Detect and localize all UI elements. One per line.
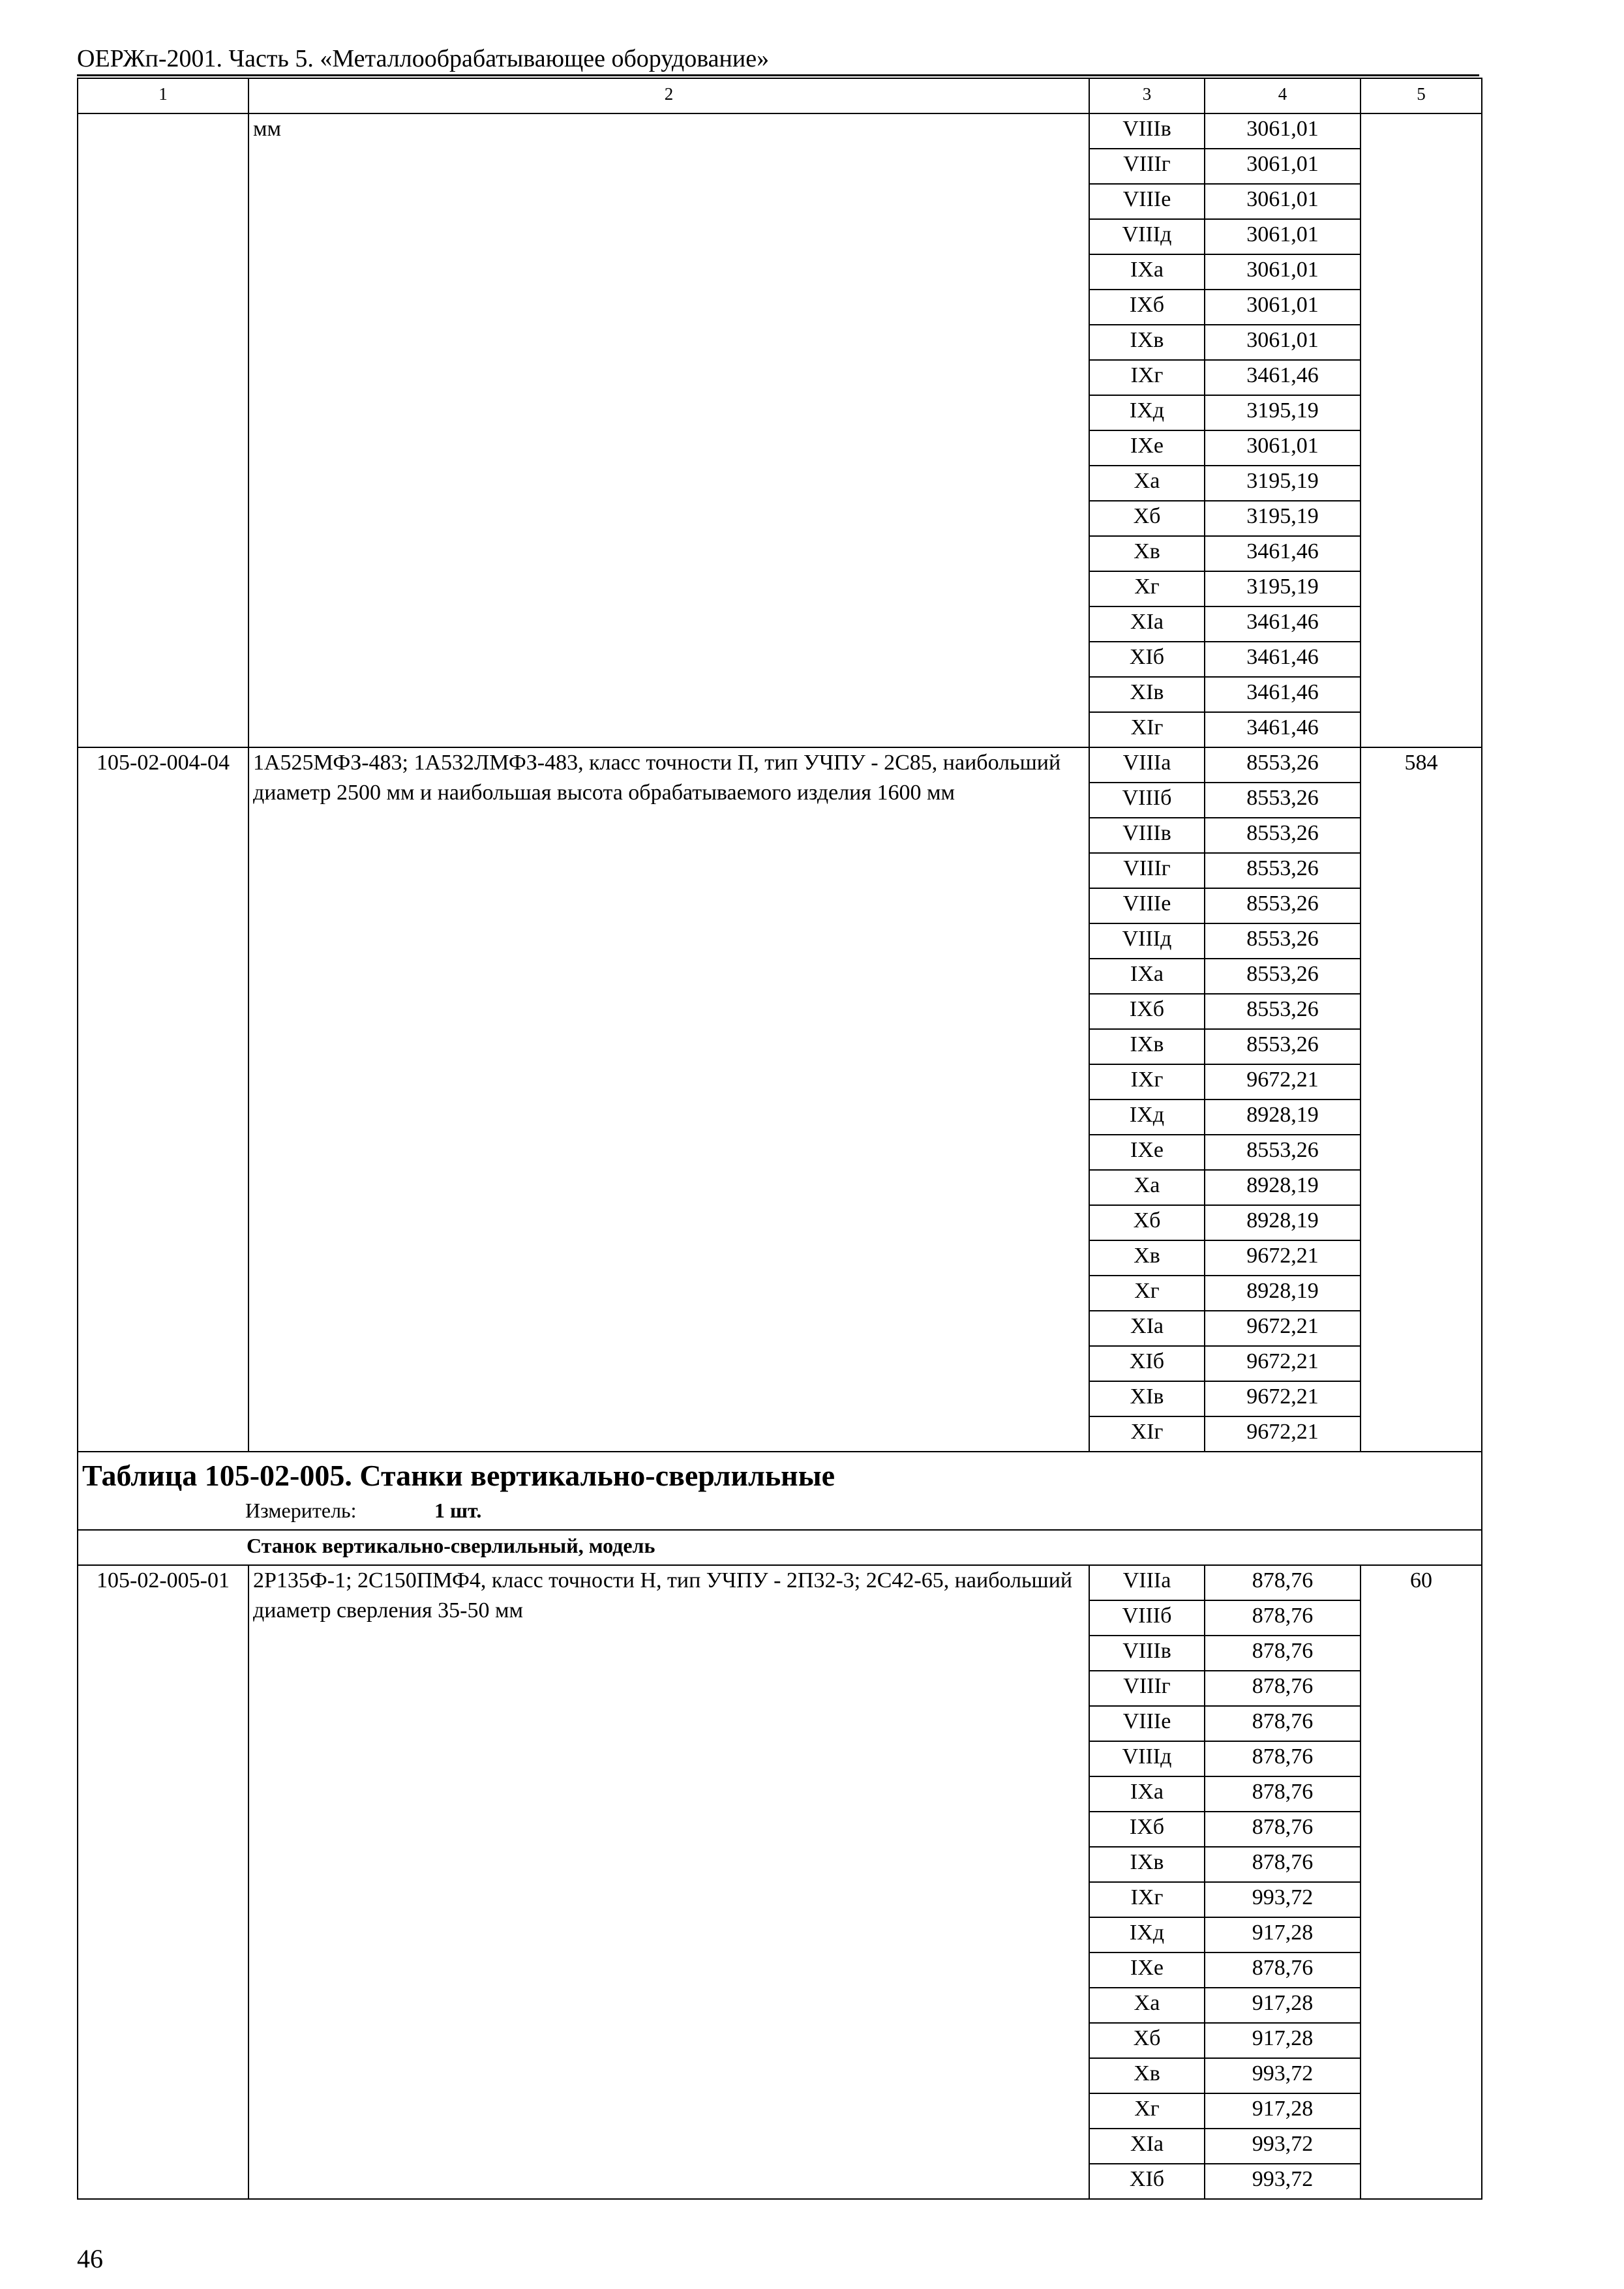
region-class-cell: XIа: [1089, 2129, 1205, 2164]
region-class-cell: IXб: [1089, 994, 1205, 1029]
measure-unit: [82, 1495, 1477, 1529]
region-class-cell: XIа: [1089, 606, 1205, 642]
price-cell: 8928,19: [1205, 1276, 1361, 1311]
region-class-cell: VIIIг: [1089, 149, 1205, 184]
price-cell: 878,76: [1205, 1636, 1361, 1671]
price-cell: 3195,19: [1205, 395, 1361, 430]
price-cell: 3061,01: [1205, 325, 1361, 360]
region-class-cell: IXа: [1089, 254, 1205, 290]
region-class-cell: XIг: [1089, 1416, 1205, 1452]
price-cell: 8928,19: [1205, 1100, 1361, 1135]
price-cell: 878,76: [1205, 1600, 1361, 1636]
price-cell: 8553,26: [1205, 1029, 1361, 1064]
region-class-cell: VIIIв: [1089, 818, 1205, 853]
price-cell: 878,76: [1205, 1671, 1361, 1706]
column-header: 4: [1205, 78, 1361, 113]
region-class-cell: IXв: [1089, 1029, 1205, 1064]
region-class-cell: Xг: [1089, 2093, 1205, 2129]
price-cell: 878,76: [1205, 1776, 1361, 1812]
table-title-cell: [78, 1452, 1482, 1530]
column-header: 2: [248, 78, 1089, 113]
price-cell: 8553,26: [1205, 747, 1361, 783]
region-class-cell: XIб: [1089, 1346, 1205, 1381]
region-class-cell: VIIIд: [1089, 219, 1205, 254]
region-class-cell: Xб: [1089, 501, 1205, 536]
price-cell: 8553,26: [1205, 888, 1361, 923]
price-cell: 993,72: [1205, 2058, 1361, 2093]
price-cell: 9672,21: [1205, 1240, 1361, 1276]
region-class-cell: Xа: [1089, 1988, 1205, 2023]
region-class-cell: Xа: [1089, 1170, 1205, 1205]
region-class-cell: IXб: [1089, 1812, 1205, 1847]
price-cell: 878,76: [1205, 1812, 1361, 1847]
region-class-cell: VIIIе: [1089, 888, 1205, 923]
region-class-cell: IXа: [1089, 959, 1205, 994]
region-class-cell: VIIIе: [1089, 1706, 1205, 1741]
price-cell: 9672,21: [1205, 1381, 1361, 1416]
price-cell: 8553,26: [1205, 1135, 1361, 1170]
price-cell: 3061,01: [1205, 430, 1361, 466]
region-class-cell: IXе: [1089, 1952, 1205, 1988]
price-cell: 8928,19: [1205, 1205, 1361, 1240]
item-description: мм: [248, 113, 1089, 747]
column-header: 5: [1361, 78, 1482, 113]
price-cell: 3461,46: [1205, 712, 1361, 747]
header-divider: [77, 74, 1479, 76]
region-class-cell: XIг: [1089, 712, 1205, 747]
price-cell: 8553,26: [1205, 959, 1361, 994]
region-class-cell: Xа: [1089, 466, 1205, 501]
item-description: 1А525МФЗ-483; 1А532ЛМФЗ-483, класс точности П, тип УЧПУ - 2С85, наибольший диаметр 2500 мм и наибольшая высота обрабатываемого изделия 1600 мм: [248, 747, 1089, 1452]
price-cell: 3061,01: [1205, 113, 1361, 149]
price-cell: 3061,01: [1205, 254, 1361, 290]
price-cell: 917,28: [1205, 2093, 1361, 2129]
col5-value: 60: [1361, 1565, 1482, 2199]
price-cell: 993,72: [1205, 2164, 1361, 2199]
price-cell: 8553,26: [1205, 783, 1361, 818]
region-class-cell: VIIIв: [1089, 113, 1205, 149]
price-cell: 9672,21: [1205, 1064, 1361, 1100]
page-header-title: ОЕРЖп-2001. Часть 5. «Металлообрабатывающее оборудование»: [77, 45, 770, 72]
region-class-cell: XIа: [1089, 1311, 1205, 1346]
price-cell: 878,76: [1205, 1565, 1361, 1600]
table-row: [78, 747, 1482, 783]
region-class-cell: VIIIг: [1089, 1671, 1205, 1706]
price-cell: 3195,19: [1205, 501, 1361, 536]
section-subtitle-row: [78, 1530, 1482, 1565]
page-number: 46: [77, 2244, 103, 2273]
region-class-cell: Xг: [1089, 1276, 1205, 1311]
region-class-cell: XIв: [1089, 1381, 1205, 1416]
region-class-cell: IXв: [1089, 1847, 1205, 1882]
measure-unit-value: 1 шт.: [434, 1499, 482, 1522]
region-class-cell: IXв: [1089, 325, 1205, 360]
price-cell: 993,72: [1205, 1882, 1361, 1917]
region-class-cell: VIIIд: [1089, 1741, 1205, 1776]
region-class-cell: Xг: [1089, 571, 1205, 606]
region-class-cell: IXг: [1089, 1064, 1205, 1100]
region-class-cell: VIIIб: [1089, 1600, 1205, 1636]
region-class-cell: IXа: [1089, 1776, 1205, 1812]
table-row: [78, 113, 1482, 149]
price-cell: 3461,46: [1205, 536, 1361, 571]
table-title: Таблица 105-02-005. Станки вертикально-сверлильные: [82, 1459, 835, 1492]
price-cell: 9672,21: [1205, 1416, 1361, 1452]
region-class-cell: VIIIв: [1089, 1636, 1205, 1671]
price-cell: 917,28: [1205, 2023, 1361, 2058]
item-description: 2Р135Ф-1; 2С150ПМФ4, класс точности Н, тип УЧПУ - 2П32-3; 2С42-65, наибольший диаметр сверления 35-50 мм: [248, 1565, 1089, 2199]
region-class-cell: Xб: [1089, 2023, 1205, 2058]
price-cell: 3061,01: [1205, 219, 1361, 254]
region-class-cell: VIIIг: [1089, 853, 1205, 888]
region-class-cell: IXг: [1089, 1882, 1205, 1917]
price-table: [77, 78, 1482, 2200]
price-cell: 878,76: [1205, 1847, 1361, 1882]
price-cell: 3195,19: [1205, 466, 1361, 501]
item-code: 105-02-005-01: [78, 1565, 248, 2199]
item-code: 105-02-004-04: [78, 747, 248, 1452]
price-cell: 878,76: [1205, 1952, 1361, 1988]
price-cell: 9672,21: [1205, 1311, 1361, 1346]
region-class-cell: XIб: [1089, 642, 1205, 677]
price-cell: 993,72: [1205, 2129, 1361, 2164]
region-class-cell: IXе: [1089, 1135, 1205, 1170]
region-class-cell: XIв: [1089, 677, 1205, 712]
region-class-cell: XIб: [1089, 2164, 1205, 2199]
col5-value: 584: [1361, 747, 1482, 1452]
price-cell: 3061,01: [1205, 184, 1361, 219]
table-title-row: [78, 1452, 1482, 1530]
price-cell: 3461,46: [1205, 677, 1361, 712]
price-cell: 8553,26: [1205, 818, 1361, 853]
region-class-cell: IXе: [1089, 430, 1205, 466]
price-cell: 8553,26: [1205, 994, 1361, 1029]
item-code: [78, 113, 248, 747]
region-class-cell: Xб: [1089, 1205, 1205, 1240]
region-class-cell: IXд: [1089, 395, 1205, 430]
table-row: [78, 1565, 1482, 1600]
column-header-row: [78, 78, 1482, 113]
price-cell: 917,28: [1205, 1988, 1361, 2023]
region-class-cell: VIIIд: [1089, 923, 1205, 959]
region-class-cell: Xв: [1089, 2058, 1205, 2093]
region-class-cell: VIIIе: [1089, 184, 1205, 219]
price-cell: 3461,46: [1205, 606, 1361, 642]
price-cell: 8928,19: [1205, 1170, 1361, 1205]
region-class-cell: VIIIа: [1089, 1565, 1205, 1600]
price-cell: 3061,01: [1205, 149, 1361, 184]
col5-value: [1361, 113, 1482, 747]
region-class-cell: Xв: [1089, 536, 1205, 571]
region-class-cell: IXд: [1089, 1100, 1205, 1135]
region-class-cell: IXб: [1089, 290, 1205, 325]
section-subtitle: Станок вертикально-сверлильный, модель: [78, 1530, 1482, 1565]
price-cell: 3195,19: [1205, 571, 1361, 606]
measure-unit-label: Измеритель:: [245, 1499, 357, 1522]
region-class-cell: VIIIб: [1089, 783, 1205, 818]
region-class-cell: Xв: [1089, 1240, 1205, 1276]
region-class-cell: VIIIа: [1089, 747, 1205, 783]
column-header: 1: [78, 78, 248, 113]
price-cell: 917,28: [1205, 1917, 1361, 1952]
price-cell: 9672,21: [1205, 1346, 1361, 1381]
price-cell: 3461,46: [1205, 642, 1361, 677]
price-cell: 8553,26: [1205, 853, 1361, 888]
region-class-cell: IXд: [1089, 1917, 1205, 1952]
column-header: 3: [1089, 78, 1205, 113]
price-cell: 878,76: [1205, 1741, 1361, 1776]
price-cell: 878,76: [1205, 1706, 1361, 1741]
price-cell: 3461,46: [1205, 360, 1361, 395]
region-class-cell: IXг: [1089, 360, 1205, 395]
price-cell: 3061,01: [1205, 290, 1361, 325]
price-cell: 8553,26: [1205, 923, 1361, 959]
